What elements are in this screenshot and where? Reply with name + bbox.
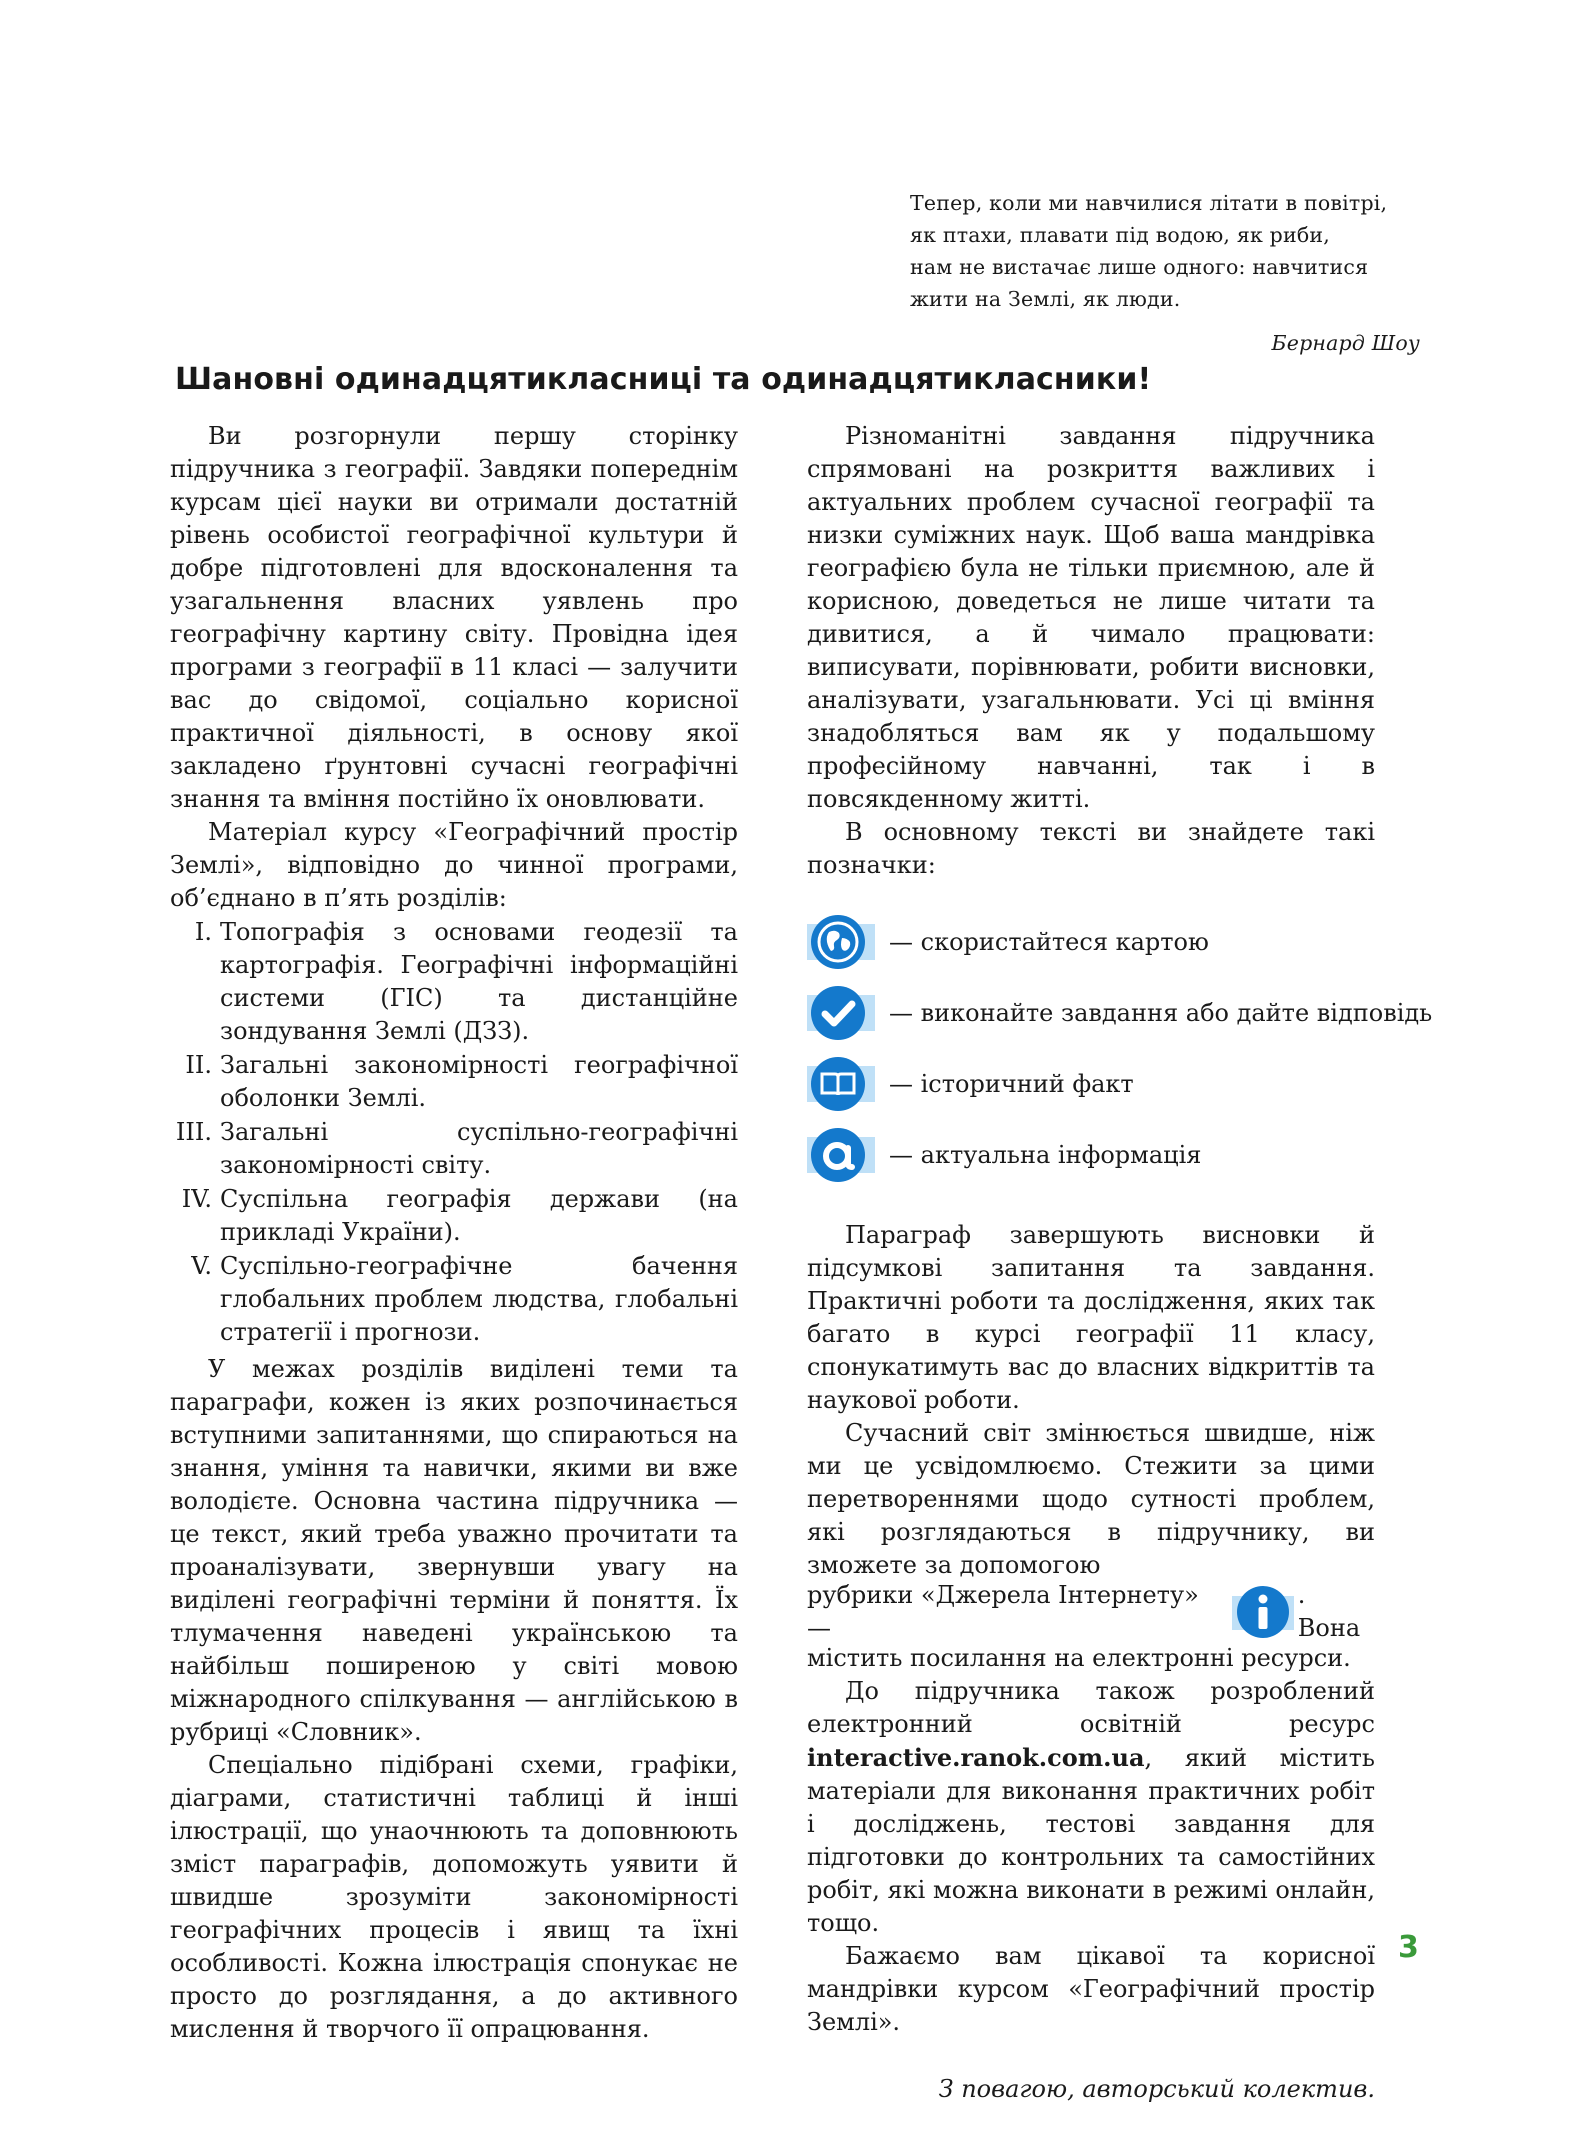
page-title: Шановні одинадцятикласниці та одинадцятикласники! xyxy=(175,362,1152,397)
legend-text: — виконайте завдання або дайте відповідь xyxy=(889,998,1433,1027)
internet-paragraph: Сучасний світ змінюється швидше, ніж ми це усвідомлюємо. Стежити за цими перетвореннями щодо сутності проблем, які розглядаються в підручнику, ви зможете за допомогою xyxy=(807,1419,1375,1579)
section-text: Топографія з основами геодезії та картографія. Географічні інформаційні системи (ГІС) та дистанційне зондування Землі (ДЗЗ). xyxy=(220,918,738,1045)
epigraph xyxy=(910,187,1420,359)
epigraph-line: як птахи, плавати під водою, як риби, xyxy=(910,223,1330,247)
page-number: 3 xyxy=(1398,1930,1419,1965)
signature: З повагою, авторський колектив. xyxy=(938,2075,1375,2103)
legend-row-actual xyxy=(807,1125,1375,1185)
section-number: IV. xyxy=(181,1185,212,1213)
at-sign-icon xyxy=(807,1130,875,1180)
section-number: III. xyxy=(175,1118,212,1146)
internet-rubric-line xyxy=(807,1582,1375,1642)
resource-text: До підручника також розроблений електронний освітній ресурс xyxy=(807,1677,1375,1738)
conclusions-paragraph: Параграф завершують висновки й підсумкові запитання та завдання. Практичні роботи та дослідження, яких так багато в курсі географії 11 класу, спонукатимуть вас до власних відкриттів та наукової роботи. xyxy=(807,1221,1375,1414)
epigraph-line: Тепер, коли ми навчилися літати в повітрі, xyxy=(910,191,1388,215)
info-icon xyxy=(1232,1584,1294,1640)
section-item xyxy=(170,1049,738,1115)
section-item xyxy=(170,1183,738,1249)
illustrations-paragraph: Спеціально підібрані схеми, графіки, діаграми, статистичні таблиці й інші ілюстрації, що унаочнюють та доповнюють зміст параграфів, допоможуть уявити й швидше зрозуміти закономірності географічних процесів і явищ та їхні особливості. Кожна ілюстрація спонукає не просто до розглядання, а до активного мислення й творчого її опрацювання. xyxy=(170,1751,738,2043)
section-text: Загальні закономірності географічної оболонки Землі. xyxy=(220,1051,738,1112)
epigraph-author: Бернард Шоу xyxy=(1271,331,1420,355)
icon-legend xyxy=(807,912,1433,1185)
checkmark-icon xyxy=(807,988,875,1038)
legend-text: — історичний факт xyxy=(889,1069,1134,1098)
left-column xyxy=(170,420,738,2046)
legend-row-task xyxy=(807,983,1433,1043)
internet-paragraph-end: містить посилання на електронні ресурси. xyxy=(807,1644,1351,1672)
section-number: II. xyxy=(185,1051,212,1079)
resource-text-after: , який містить матеріали для виконання практичних робіт і досліджень, тестові завдання для підготовки до контрольних та самостійних робіт, які можна виконати в режимі онлайн, тощо. xyxy=(807,1744,1375,1937)
rubric-text: рубрики «Джерела Інтернету» — xyxy=(807,1581,1199,1642)
legend-row-history xyxy=(807,1054,1375,1114)
legend-text: — актуальна інформація xyxy=(889,1140,1202,1169)
section-text: Суспільно-географічне бачення глобальних проблем людства, глобальні стратегії і прогнози. xyxy=(220,1252,738,1346)
course-paragraph: Матеріал курсу «Географічний простір Землі», відповідно до чинної програми, об’єднано в п’ять розділів: xyxy=(170,818,738,912)
tasks-paragraph: Різноманітні завдання підручника спрямовані на розкриття важливих і актуальних проблем сучасної географії та низки суміжних наук. Щоб ваша мандрівка географією була не тільки приємною, але й корисною, доведеться не лише читати та дивитися, а й чимало працювати: виписувати, порівнювати, робити висновки, аналізувати, узагальнювати. Усі ці вміння знадобляться вам як у подальшому професійному навчанні, так і в повсякденному житті. xyxy=(807,422,1375,813)
legend-row-map xyxy=(807,912,1375,972)
section-number: V. xyxy=(191,1252,212,1280)
book-icon xyxy=(807,1059,875,1109)
section-number: I. xyxy=(194,918,212,946)
epigraph-line: жити на Землі, як люди. xyxy=(910,287,1181,311)
section-text: Суспільна географія держави (на прикладі України). xyxy=(220,1185,738,1246)
legend-text: — скористайтеся картою xyxy=(889,927,1209,956)
section-item xyxy=(170,1116,738,1182)
wishes-paragraph: Бажаємо вам цікавої та корисної мандрівки курсом «Географічний простір Землі». xyxy=(807,1942,1375,2036)
section-item xyxy=(170,916,738,1048)
resource-paragraph xyxy=(807,1675,1375,1940)
globe-icon xyxy=(807,917,875,967)
epigraph-line: нам не вистачає лише одного: навчитися xyxy=(910,255,1369,279)
section-text: Загальні суспільно-географічні закономірності світу. xyxy=(220,1118,738,1179)
section-list xyxy=(170,916,738,1349)
right-column xyxy=(807,420,1433,2130)
legend-intro: В основному тексті ви знайдете такі позначки: xyxy=(807,818,1375,879)
resource-link[interactable]: interactive.ranok.com.ua xyxy=(807,1743,1145,1772)
intro-paragraph: Ви розгорнули першу сторінку підручника з географії. Завдяки попереднім курсам цієї науки ви отримали достатній рівень особистої географічної культури й добре підготовлені для вдосконалення та узагальнення власних уявлень про географічну картину світу. Провідна ідея програми з географії в 11 класі — залучити вас до свідомої, соціально корисної практичної діяльності, в основу якої закладено ґрунтовні сучасні географічні знання та вміння постійно їх оновлювати. xyxy=(170,422,738,813)
rubric-text-after: . Вона xyxy=(1297,1581,1361,1642)
structure-paragraph: У межах розділів виділені теми та параграфи, кожен із яких розпочинається вступними запитаннями, що спираються на знання, уміння та навички, якими ви вже володієте. Основна частина підручника — це текст, який треба уважно прочитати та проаналізувати, звернувши увагу на виділені географічні терміни й поняття. Їх тлумачення наведені українською та найбільш поширеною у світі мовою міжнародного спілкування — англійською в рубриці «Словник». xyxy=(170,1355,738,1746)
section-item xyxy=(170,1250,738,1349)
